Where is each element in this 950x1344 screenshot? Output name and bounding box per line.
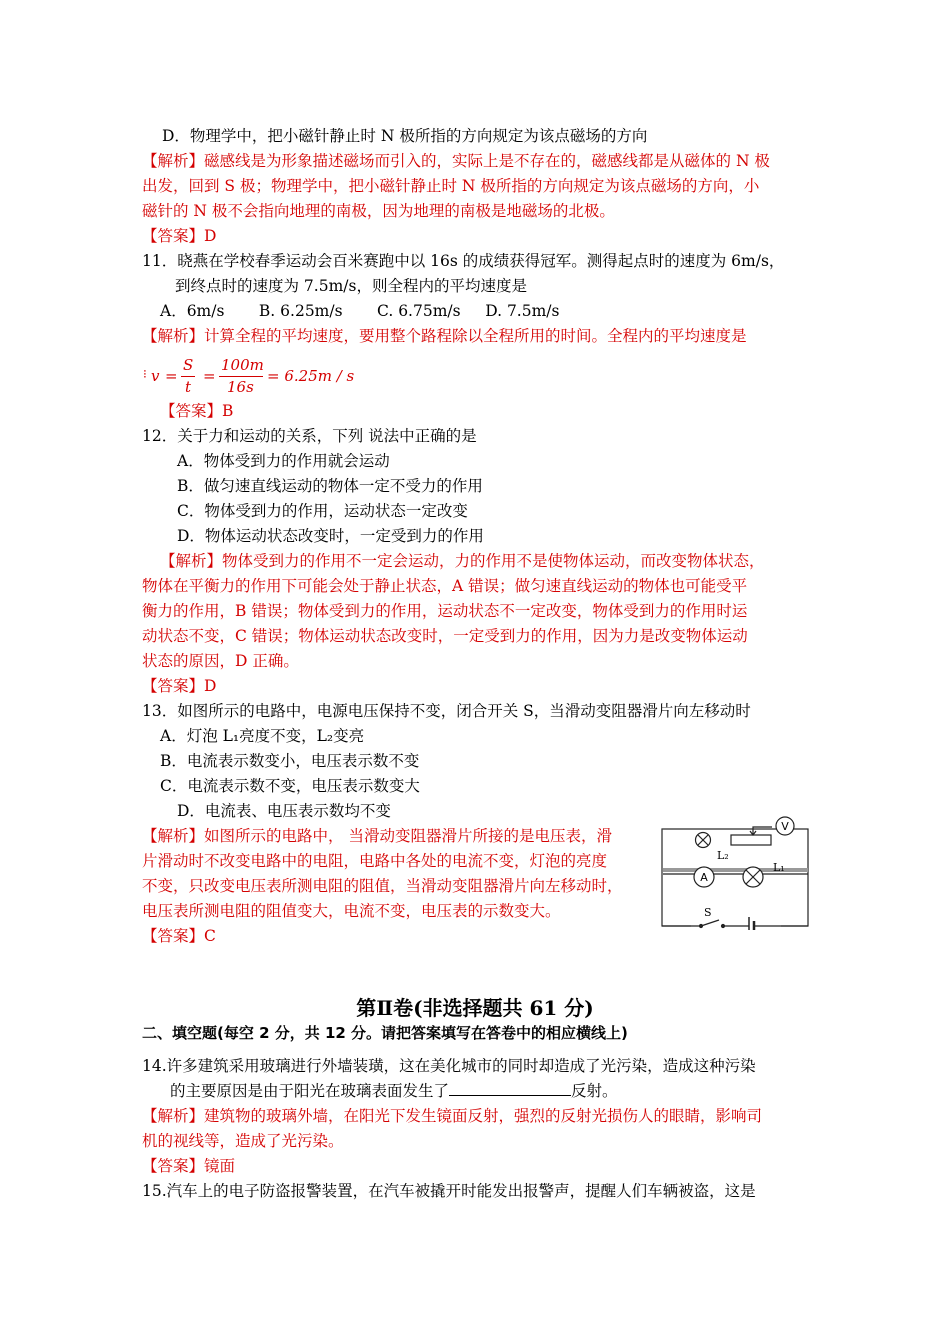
analysis-line: 衡力的作用，B 错误；物体受到力的作用，运动状态不一定改变，物体受到力的作用时运 — [142, 602, 748, 620]
analysis-line: 不变，只改变电压表所测电阻的阻值，当滑动变阻器滑片向左移动时， — [142, 877, 623, 895]
ammeter-label: A — [700, 871, 708, 884]
switch-label: S — [704, 906, 712, 919]
question-14: 14.许多建筑采用玻璃进行外墙装璜，这在美化城市的同时却造成了光污染，造成这种污染 — [142, 1057, 756, 1075]
circuit-diagram — [661, 815, 811, 930]
question-12: 12．关于力和运动的关系，下列 说法中正确的是 — [142, 427, 477, 445]
question-11: 11．晓燕在学校春季运动会百米赛跑中以 16s 的成绩获得冠军。测得起点时的速度为 6m/s， — [142, 252, 785, 270]
analysis-line: 物体在平衡力的作用下可能会处于静止状态，A 错误；做匀速直线运动的物体也可能受平 — [142, 577, 748, 595]
section-subtitle: 二、填空题(每空 2 分，共 12 分。请把答案填写在答卷中的相应横线上) — [142, 1024, 628, 1042]
option-a: A．物体受到力的作用就会运动 — [177, 452, 390, 470]
analysis-line: 【解析】建筑物的玻璃外墙，在阳光下发生镜面反射，强烈的反射光损伤人的眼睛，影响司 — [142, 1107, 763, 1125]
analysis-line: 状态的原因，D 正确。 — [142, 652, 299, 670]
question-15: 15.汽车上的电子防盗报警装置，在汽车被撬开时能发出报警声，提醒人们车辆被盗，这是 — [142, 1182, 756, 1200]
question-11-cont: 到终点时的速度为 7.5m/s，则全程内的平均速度是 — [175, 277, 527, 295]
lamp-l2-label: L₂ — [717, 849, 729, 862]
answer-line: 【答案】D — [142, 227, 217, 245]
velocity-formula: ⁝ v = S t = 100m 16s = 6.25m / s — [143, 356, 355, 396]
lamp-l1-label: L₁ — [773, 861, 785, 874]
question-13: 13．如图所示的电路中，电源电压保持不变，闭合开关 S，当滑动变阻器滑片向左移动时 — [142, 702, 751, 720]
analysis-line: 电压表所测电阻的阻值变大，电流不变，电压表的示数变大。 — [142, 902, 561, 920]
answer-blank[interactable] — [449, 1079, 571, 1096]
option-d: D．电流表、电压表示数均不变 — [177, 802, 391, 820]
analysis-line: 片滑动时不改变电路中的电阻，电路中各处的电流不变，灯泡的亮度 — [142, 852, 608, 870]
analysis-line: 【解析】计算全程的平均速度，要用整个路程除以全程所用的时间。全程内的平均速度是 — [142, 327, 747, 345]
option-c: C．物体受到力的作用，运动状态一定改变 — [177, 502, 468, 520]
option-c: C．电流表示数不变，电压表示数变大 — [160, 777, 420, 795]
line-option-d: D．物理学中，把小磁针静止时 N 极所指的方向规定为该点磁场的方向 — [162, 127, 648, 145]
answer-line: 【答案】B — [160, 402, 234, 420]
analysis-line: 【解析】如图所示的电路中， 当滑动变阻器滑片所接的是电压表，滑 — [142, 827, 612, 845]
voltmeter-label: V — [781, 820, 789, 833]
answer-line: 【答案】C — [142, 927, 216, 945]
section-title: 第Ⅱ卷(非选择题共 61 分) — [356, 996, 594, 1020]
answer-line: 【答案】D — [142, 677, 217, 695]
analysis-line: 动状态不变，C 错误；物体运动状态改变时，一定受到力的作用，因为力是改变物体运动 — [142, 627, 748, 645]
option-b: B．做匀速直线运动的物体一定不受力的作用 — [177, 477, 483, 495]
analysis-line: 磁针的 N 极不会指向地理的南极，因为地理的南极是地磁场的北极。 — [142, 202, 615, 220]
analysis-line: 【解析】物体受到力的作用不一定会运动，力的作用不是使物体运动，而改变物体状态， — [160, 552, 765, 570]
option-d: D．物体运动状态改变时，一定受到力的作用 — [177, 527, 484, 545]
answer-line: 【答案】镜面 — [142, 1157, 236, 1175]
analysis-line: 【解析】磁感线是为形象描述磁场而引入的，实际上是不存在的，磁感线都是从磁体的 N 极 — [142, 152, 770, 170]
analysis-line: 机的视线等，造成了光污染。 — [142, 1132, 344, 1150]
question-11-options: A．6m/s B. 6.25m/s C. 6.75m/s D. 7.5m/s — [160, 302, 560, 320]
analysis-line: 出发，回到 S 极；物理学中，把小磁针静止时 N 极所指的方向规定为该点磁场的方向，小 — [142, 177, 760, 195]
option-b: B．电流表示数变小，电压表示数不变 — [160, 752, 420, 770]
question-14-cont: 的主要原因是由于阳光在玻璃表面发生了 反射。 — [170, 1079, 618, 1103]
option-a: A．灯泡 L₁亮度不变，L₂变亮 — [160, 727, 365, 745]
